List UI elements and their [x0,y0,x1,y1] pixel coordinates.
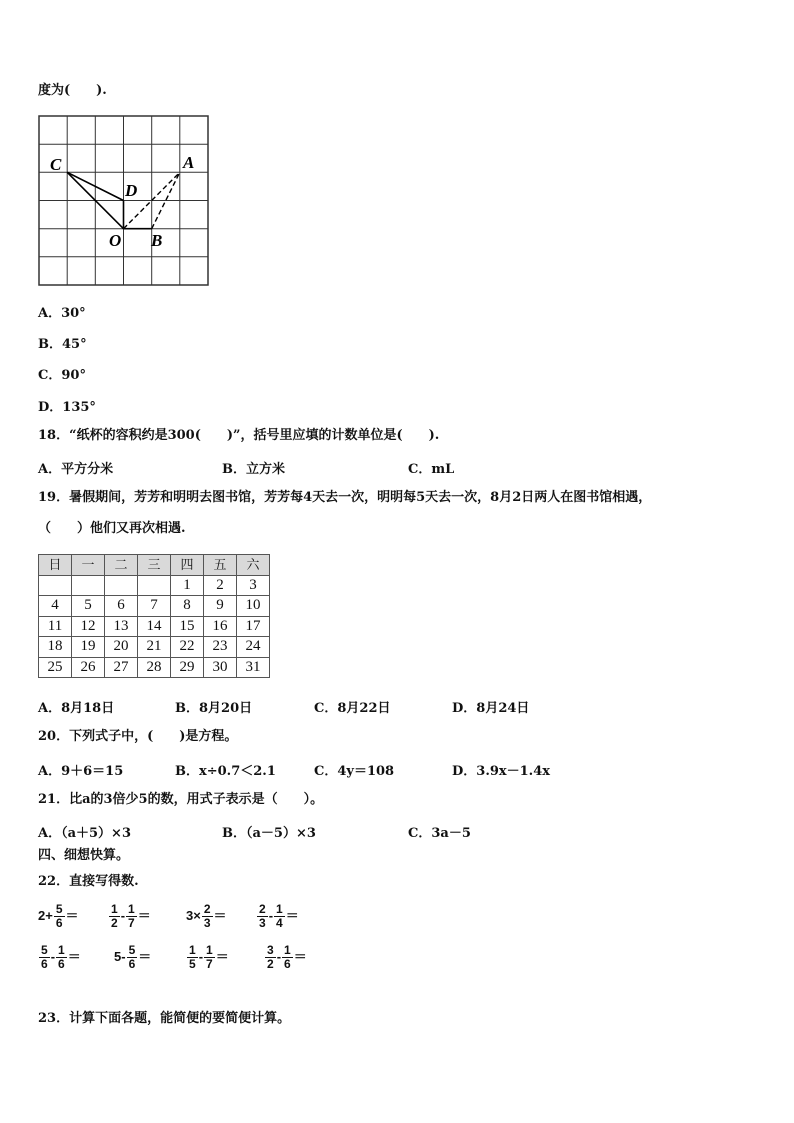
calendar-day [72,575,105,596]
weekday-thu: 四 [171,555,204,576]
calendar-day: 27 [105,657,138,678]
calendar-day: 6 [105,596,138,617]
fraction: $\frac{1}{7}$ [206,943,213,971]
calendar-day: 29 [171,657,204,678]
fraction: $\frac{1}{7}$ [128,902,135,930]
q17-continuation: 度为( ). [38,83,107,98]
q22-expression: $\frac{2}{3}$ - $\frac{1}{4}$ ＝ [259,902,299,930]
fraction: $\frac{1}{6}$ [284,943,291,971]
q21-option-c[interactable]: C．3a－5 [408,826,471,841]
q17-option-b[interactable]: B．45° [38,337,87,352]
q22-expression: 2+ $\frac{5}{6}$ ＝ [38,902,79,930]
label-c: C [50,155,62,174]
calendar-day: 25 [39,657,72,678]
calendar-day: 13 [105,616,138,637]
q18-option-a[interactable]: A．平方分米 [38,462,114,477]
calendar-day [39,575,72,596]
weekday-fri: 五 [204,555,237,576]
calendar-day: 21 [138,637,171,658]
q17-option-a[interactable]: A．30° [38,306,86,321]
calendar-day: 30 [204,657,237,678]
calendar-day: 15 [171,616,204,637]
fraction: $\frac{2}{3}$ [259,902,266,930]
calendar-day: 9 [204,596,237,617]
calendar-day: 31 [237,657,270,678]
q22-expression: $\frac{1}{5}$ - $\frac{1}{7}$ ＝ [189,943,229,971]
q22-expression: $\frac{3}{2}$ - $\frac{1}{6}$ ＝ [267,943,307,971]
weekday-mon: 一 [72,555,105,576]
q22-expression: 3× $\frac{2}{3}$ ＝ [186,902,227,930]
fraction: $\frac{3}{2}$ [267,943,274,971]
q20-option-a[interactable]: A．9＋6＝15 [38,764,124,779]
label-o: O [109,231,122,250]
q21-question: 21．比a的3倍少5的数，用式子表示是（ ）。 [38,792,324,807]
calendar-day: 7 [138,596,171,617]
calendar-week-row [39,637,270,658]
q20-option-c[interactable]: C．4y＝108 [314,764,395,779]
label-d: D [125,181,138,200]
q19-option-c[interactable]: C．8月22日 [314,701,391,716]
calendar-day: 8 [171,596,204,617]
calendar-header-row [39,555,270,576]
q22-expression: 5- $\frac{5}{6}$ ＝ [114,943,152,971]
weekday-tue: 二 [105,555,138,576]
calendar-day: 23 [204,637,237,658]
label-a: A [183,153,195,172]
calendar-day: 28 [138,657,171,678]
q18-option-c[interactable]: C．mL [408,462,455,477]
fraction: $\frac{1}{6}$ [58,943,65,971]
q20-option-b[interactable]: B．x÷0.7＜2.1 [175,764,276,779]
fraction: $\frac{5}{6}$ [55,902,63,930]
calendar-day: 1 [171,575,204,596]
q23-question: 23．计算下面各题，能简便的要简便计算。 [38,1011,291,1026]
q20-option-d[interactable]: D．3.9x－1.4x [452,764,551,779]
angle-grid-figure [38,115,210,287]
calendar-day: 2 [204,575,237,596]
fraction: $\frac{2}{3}$ [203,902,211,930]
august-calendar [38,554,270,678]
calendar-week-row [39,616,270,637]
weekday-sun: 日 [39,555,72,576]
calendar-day: 11 [39,616,72,637]
weekday-sat: 六 [237,555,270,576]
q19-option-b[interactable]: B．8月20日 [175,701,253,716]
fraction: $\frac{5}{6}$ [41,943,48,971]
weekday-wed: 三 [138,555,171,576]
calendar-day: 16 [204,616,237,637]
calendar-day: 10 [237,596,270,617]
fraction: $\frac{1}{5}$ [189,943,196,971]
calendar-day: 19 [72,637,105,658]
section-heading: 四、细想快算。 [38,848,130,863]
q19-question-line2: （ ）他们又再次相遇. [38,521,186,536]
calendar-day: 12 [72,616,105,637]
calendar-day: 17 [237,616,270,637]
q21-option-a[interactable]: A．（a＋5）×3 [38,826,131,841]
q17-option-c[interactable]: C．90° [38,368,86,383]
calendar-week-row [39,596,270,617]
q21-option-b[interactable]: B．（a－5）×3 [222,826,316,841]
calendar-day: 22 [171,637,204,658]
fraction: $\frac{1}{4}$ [276,902,283,930]
q17-option-d[interactable]: D．135° [38,400,96,415]
calendar-day: 5 [72,596,105,617]
calendar-day: 18 [39,637,72,658]
calendar-day [138,575,171,596]
q19-option-a[interactable]: A．8月18日 [38,701,115,716]
q18-question: 18．“纸杯的容积约是300( )”，括号里应填的计数单位是( ). [38,428,440,443]
calendar-day [105,575,138,596]
q20-question: 20．下列式子中，( )是方程。 [38,729,238,744]
q22-expression: $\frac{1}{2}$ - $\frac{1}{7}$ ＝ [111,902,151,930]
q19-question-line1: 19．暑假期间，芳芳和明明去图书馆，芳芳每4天去一次，明明每5天去一次，8月2日两人在图书馆相遇， [38,490,652,505]
calendar-day: 3 [237,575,270,596]
label-b: B [151,231,163,250]
fraction: $\frac{5}{6}$ [128,943,136,971]
q19-option-d[interactable]: D．8月24日 [452,701,530,716]
calendar-day: 20 [105,637,138,658]
fraction: $\frac{1}{2}$ [111,902,118,930]
calendar-week-row [39,657,270,678]
calendar-day: 4 [39,596,72,617]
calendar-week-row [39,575,270,596]
calendar-day: 24 [237,637,270,658]
q22-question: 22．直接写得数. [38,874,139,889]
q18-option-b[interactable]: B．立方米 [222,462,285,477]
calendar-day: 14 [138,616,171,637]
calendar-day: 26 [72,657,105,678]
q22-expression: $\frac{5}{6}$ - $\frac{1}{6}$ ＝ [41,943,81,971]
